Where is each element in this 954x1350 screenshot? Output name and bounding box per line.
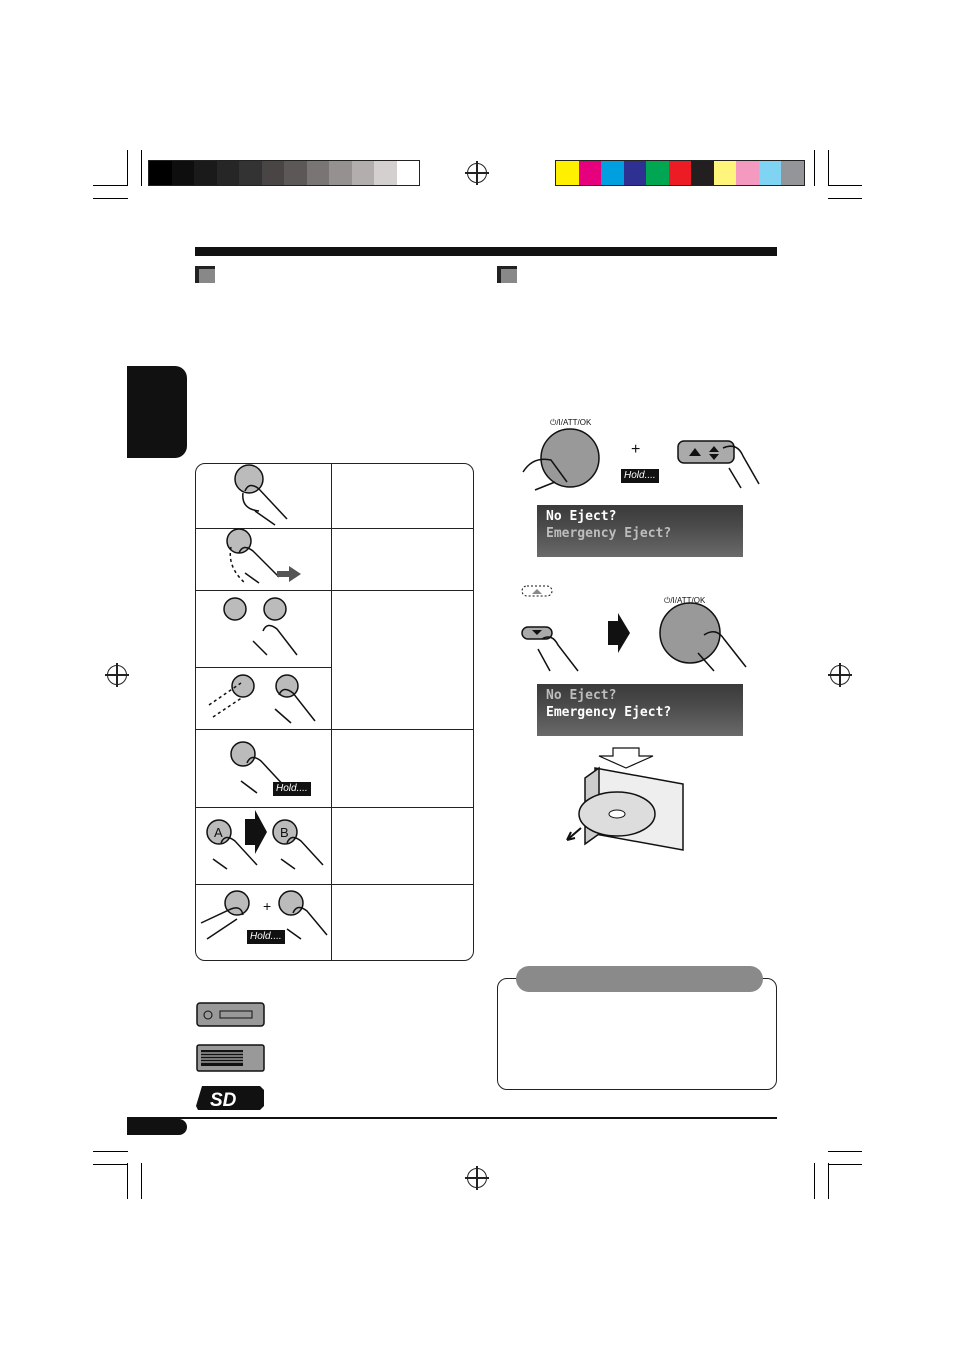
cd-slot-icon	[197, 1003, 264, 1026]
crop-mark	[93, 198, 128, 199]
color-swatch	[217, 161, 240, 185]
color-swatch	[374, 161, 397, 185]
plus-sign: +	[263, 898, 272, 914]
footer-rule	[127, 1117, 777, 1119]
button-a-label: A	[214, 825, 223, 840]
crop-mark	[828, 198, 862, 199]
sd-logo-text: SD	[210, 1090, 237, 1111]
color-swatch	[239, 161, 262, 185]
crop-mark	[93, 1151, 128, 1152]
knob-label: ⏻/I/ATT/OK	[664, 596, 706, 605]
button-press-illustrations	[195, 463, 331, 961]
cassette-icon	[197, 1045, 264, 1071]
language-side-tab	[127, 366, 187, 458]
media-icons	[196, 1002, 266, 1112]
color-swatch	[149, 161, 172, 185]
registration-mark-icon	[467, 163, 487, 183]
color-swatch	[397, 161, 420, 185]
crop-mark	[828, 1164, 862, 1165]
color-swatch	[781, 161, 804, 185]
color-swatch	[329, 161, 352, 185]
color-swatch	[194, 161, 217, 185]
note-header	[516, 966, 763, 992]
color-swatch	[172, 161, 195, 185]
crop-mark	[828, 185, 862, 186]
crop-mark	[141, 150, 142, 186]
sd-card-icon	[196, 1086, 264, 1111]
header-rule	[195, 247, 777, 256]
color-swatch	[284, 161, 307, 185]
eject-display-1	[537, 505, 743, 557]
display-line-1: No Eject?	[546, 509, 617, 524]
registration-mark-icon	[830, 665, 850, 685]
crop-mark	[127, 1163, 128, 1199]
display-line-2: Emergency Eject?	[546, 705, 672, 720]
plus-sign: +	[631, 441, 641, 458]
crop-mark	[814, 1163, 815, 1199]
color-swatch	[669, 161, 692, 185]
color-swatch	[352, 161, 375, 185]
knob-label: ⏻/I/ATT/OK	[550, 418, 592, 427]
registration-mark-icon	[467, 1168, 487, 1188]
eject-display-2	[537, 684, 743, 736]
note-box	[497, 978, 777, 1090]
select-emergency-eject-controls	[520, 585, 750, 675]
color-swatch	[646, 161, 669, 185]
color-swatch	[601, 161, 624, 185]
crop-mark	[127, 150, 128, 186]
crop-mark	[141, 1163, 142, 1199]
crop-mark	[93, 1164, 128, 1165]
color-swatch	[691, 161, 714, 185]
display-line-2: Emergency Eject?	[546, 526, 672, 541]
button-b-label: B	[280, 825, 289, 840]
color-swatch	[556, 161, 579, 185]
section-marker-icon	[195, 266, 215, 283]
section-marker-icon	[497, 266, 517, 283]
crop-mark	[828, 1163, 829, 1199]
color-swatch	[307, 161, 330, 185]
hold-label: Hold....	[273, 782, 311, 796]
color-swatch	[262, 161, 285, 185]
page-number-tab	[127, 1119, 187, 1135]
color-swatch	[624, 161, 647, 185]
registration-mark-icon	[107, 665, 127, 685]
color-swatch	[579, 161, 602, 185]
display-line-1: No Eject?	[546, 688, 617, 703]
crop-mark	[93, 185, 128, 186]
crop-mark	[828, 150, 829, 186]
crop-mark	[814, 150, 815, 186]
crop-mark	[828, 1151, 862, 1152]
hold-label: Hold....	[247, 930, 285, 944]
color-calibration-bar	[555, 160, 805, 186]
hold-label: Hold....	[621, 469, 659, 483]
color-swatch	[759, 161, 782, 185]
color-swatch	[714, 161, 737, 185]
color-swatch	[736, 161, 759, 185]
grayscale-calibration-bar	[148, 160, 420, 186]
disc-eject-illustration	[555, 746, 695, 858]
